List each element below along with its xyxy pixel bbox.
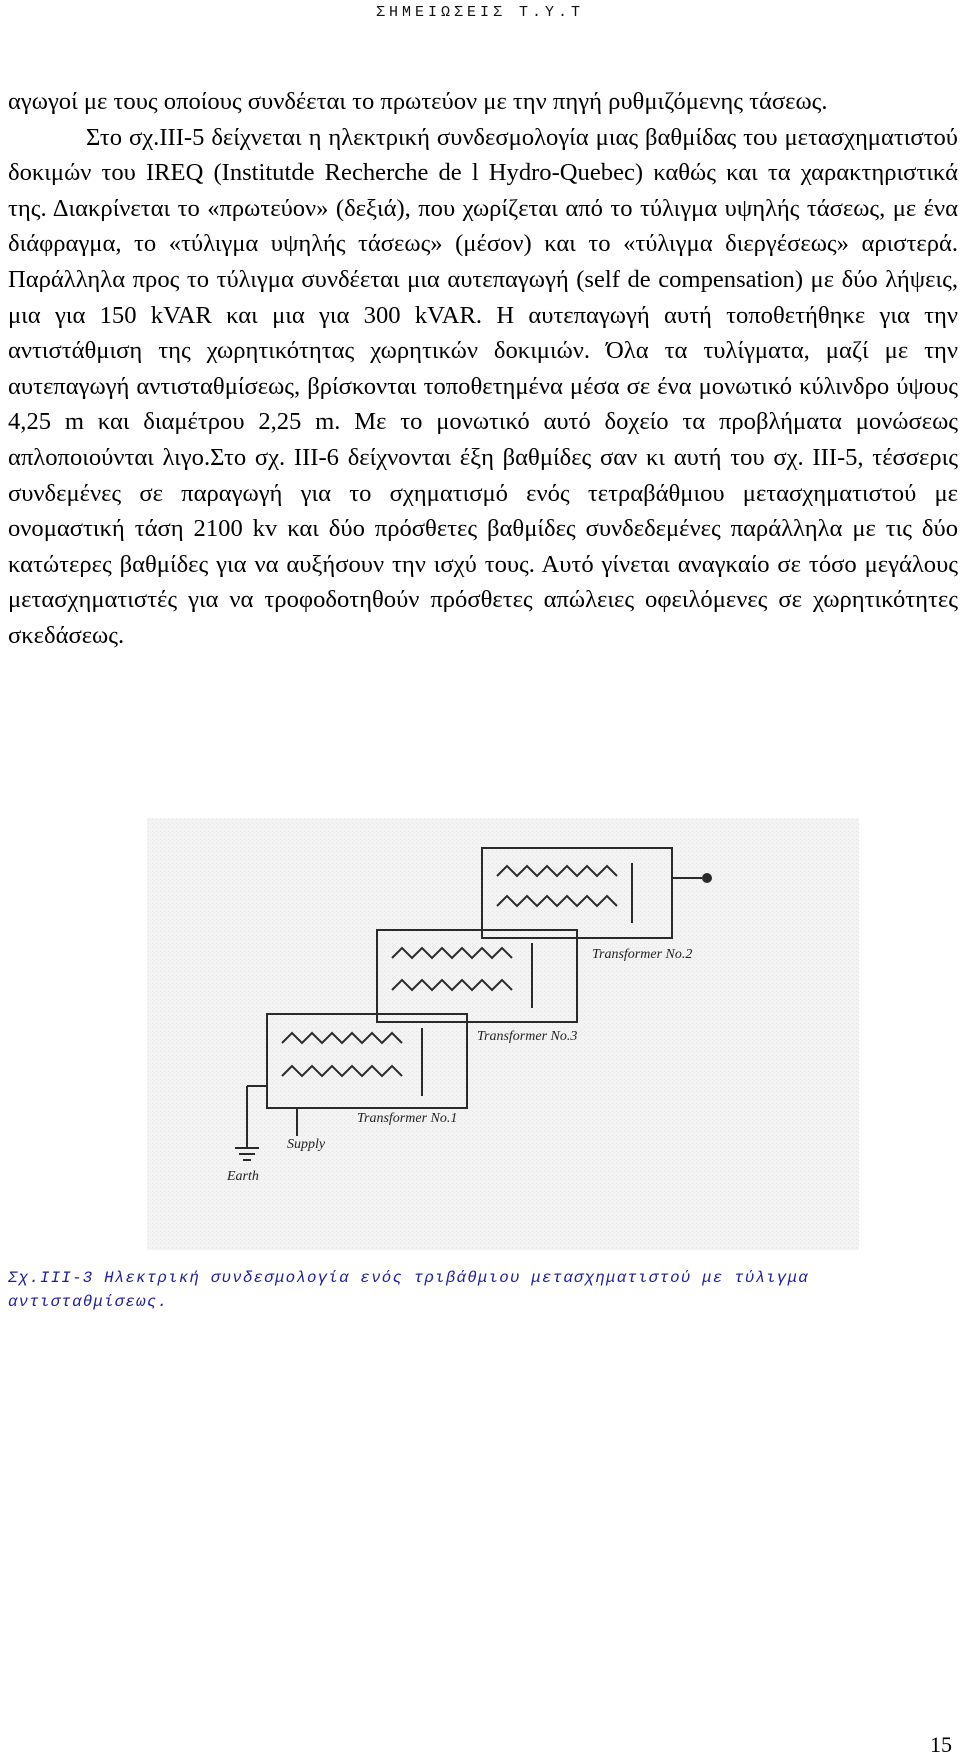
figure-caption: Σχ.ΙΙΙ-3 Ηλεκτρική συνδεσμολογία ενός τριβάθμιου μετασχηματιστού με τύλιγμα αντισταθμίσεως. (8, 1269, 809, 1311)
circuit-figure (147, 818, 859, 1250)
body-text (8, 84, 958, 654)
label-supply: Supply (287, 1137, 326, 1152)
paragraph-2: Στο σχ.ΙΙΙ-5 δείχνεται η ηλεκτρική συνδεσμολογία μιας βαθμίδας του μετασχηματιστού δοκιμών του IREQ (Institutde Recherche de l Hydro-Quebec) καθώς και τα χαρακτηριστικά της. Διακρίνεται το «πρωτεύον» (δεξιά), που χωρίζεται από το τύλιγμα υψηλής τάσεως, με ένα διάφραγμα, το «τύλιγμα υψηλής τάσεως» (μέσον) και το «τύλιγμα διεργέσεως» αριστερά. Παράλληλα προς το τύλιγμα συνδέεται μια αυτεπαγωγή (self de compensation) με δύο λήψεις, μια για 150 kVAR και μια για 300 kVAR. Η αυτεπαγωγή αυτή τοποθετήθηκε για την αντιστάθμιση της χωρητικότητας χωρητικών δοκιμιών. Όλα τα τυλίγματα, μαζί με την αυτεπαγωγή αντισταθμίσεως, βρίσκονται τοποθετημένα μέσα σε ένα μονωτικό κύλινδρο ύψους 4,25 m και διαμέτρου 2,25 m. Με το μονωτικό αυτό δοχείο τα προβλήματα μονώσεως απλοποιούνται λιγο.Στο σχ. ΙΙΙ-6 δείχνονται έξη βαθμίδες σαν κι αυτή του σχ. ΙΙΙ-5, τέσσερις συνδεμένες σε παραγωγή για το σχηματισμό ενός τετραβάθμιου μετασχηματιστού με ονομαστική τάση 2100 kv και δύο πρόσθετες βαθμίδες συνδεδεμένες παράλληλα με τις δύο κατώτερες βαθμίδες για να αυξήσουν την ισχύ τους. Αυτό γίνεται αναγκαίο σε τόσο μεγάλους μετασχηματιστές για να τροφοδοτηθούν πρόσθετες απώλειες οφειλόμενες σε χωρητικότητες σκεδάσεως. (8, 123, 958, 649)
page-number: 15 (930, 1732, 952, 1757)
hv-terminal (703, 874, 711, 882)
running-header: ΣΗΜΕΙΩΣΕΙΣ Τ.Υ.Τ (375, 4, 585, 21)
paragraph-1: αγωγοί με τους οποίους συνδέεται το πρωτεύον με την πηγή ρυθμιζόμενης τάσεως. (8, 88, 828, 115)
label-transformer-3: Transformer No.3 (477, 1029, 578, 1044)
label-transformer-2: Transformer No.2 (592, 947, 693, 962)
label-transformer-1: Transformer No.1 (357, 1111, 458, 1126)
label-earth: Earth (227, 1169, 259, 1184)
transformer-cascade-diagram (147, 818, 859, 1250)
